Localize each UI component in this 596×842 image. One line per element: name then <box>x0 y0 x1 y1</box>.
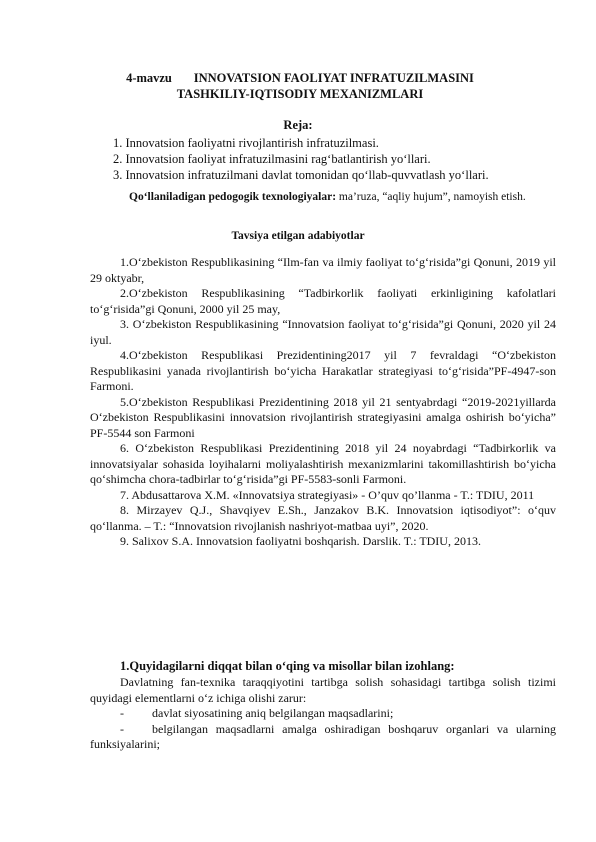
literature-item: 1.O‘zbekiston Respublikasining “Ilm-fan va ilmiy faoliyat to‘g‘risida”gi Qonuni, 2019 yil 29 oktyabr, <box>90 255 556 285</box>
literature-item: 2.O‘zbekiston Respublikasining “Tadbirkorlik faoliyati erkinligining kafolatlari to‘g‘risida”gi Qonuni, 2000 yil 25 may, <box>90 286 556 316</box>
section-intro: Davlatning fan-texnika taraqqiyotini tartibga solish sohasidagi tartibga solish tizimi quyidagi elementlarni o‘z ichiga olishi zarur: <box>90 675 556 705</box>
bullet-text: davlat siyosatining aniq belgilangan maqsadlarini; <box>152 706 394 720</box>
bullet-item <box>90 706 556 722</box>
topic-title-text-1: INNOVATSION FAOLIYAT INFRATUZILMASINI <box>193 71 474 85</box>
literature-item: 9. Salixov S.A. Innovatsion faoliyatni boshqarish. Darslik. T.: TDIU, 2013. <box>120 534 481 548</box>
plan-heading: Reja: <box>283 118 313 132</box>
pedagogical-text: ma’ruza, “aqliy hujum”, namoyish etish. <box>336 191 526 203</box>
topic-title-line1 <box>75 70 525 86</box>
literature-item: 6. O‘zbekiston Respublikasi Prezidentining 2018 yil 24 noyabrdagi “Tadbirkorlik va innovatsiyalar sohasida loyihalarni moliyalashtirish mexanizmlarini takomillashtirish bo‘yicha qo‘shimcha chora-tadbirlar to‘g‘risida”gi PF-5583-sonli Farmoni. <box>90 441 556 486</box>
literature-item: 3. O‘zbekiston Respublikasining “Innovatsion faoliyat to‘g‘risida”gi Qonuni, 2020 yil 24 iyul. <box>90 317 556 347</box>
topic-title-line2: TASHKILIY-IQTISODIY MEXANIZMLARI <box>176 87 424 101</box>
bullet-text: belgilangan maqsadlarni amalga oshiradigan boshqaruv organlari va ularning funksiyalarini; <box>90 721 556 751</box>
pedagogical-label: Qo‘llaniladigan pedogogik texnologiyalar: <box>129 191 337 203</box>
plan-item: 3. Innovatsion infratuzilmani davlat tomonidan qo‘llab-quvvatlash yo‘llari. <box>113 168 489 182</box>
section-heading: 1.Quyidagilarni diqqat bilan o‘qing va misollar bilan izohlang: <box>120 659 455 673</box>
bullet-item <box>90 722 556 753</box>
literature-list <box>90 255 556 550</box>
topic-title <box>75 70 525 102</box>
bullet-marker: - <box>120 721 124 736</box>
literature-item: 4.O‘zbekiston Respublikasi Prezidentining2017 yil 7 fevraldagi “O‘zbekiston Respublikasini yanada rivojlantirish bo‘yicha Harakatlar strategiyasi to‘g‘risida”PF-4947-son Farmoni. <box>90 348 556 393</box>
section-body <box>90 675 556 753</box>
plan-item: 1. Innovatsion faoliyatni rivojlantirish infratuzilmasi. <box>113 136 379 150</box>
topic-label: 4-mavzu <box>126 71 172 85</box>
plan-item: 2. Innovatsion faoliyat infratuzilmasini rag‘batlantirish yo‘llari. <box>113 152 431 166</box>
literature-item: 5.O‘zbekiston Respublikasi Prezidentining 2018 yil 21 sentyabrdagi “2019-2021yillarda O‘zbekiston Respublikasini innovatsion rivojlantirish strategiyasini amalga oshirish bo‘yicha” PF-5544 son Farmoni <box>90 394 556 440</box>
plan-list <box>113 135 573 183</box>
literature-heading: Tavsiya etilgan adabiyotlar <box>231 230 365 242</box>
literature-item: 7. Abdusattarova X.M. «Innovatsiya strategiyasi» - O’quv qo’llanma - T.: TDIU, 2011 <box>120 487 535 502</box>
literature-item: 8. Mirzayev Q.J., Shavqiyev E.Sh., Janzakov B.K. Innovatsion iqtisodiyot”: o‘quv qo‘llanma. – T.: “Innovatsion rivojlanish nashriyot-matbaa uyi”, 2020. <box>90 503 556 533</box>
bullet-marker: - <box>120 706 124 720</box>
pedagogical-technologies <box>95 190 555 205</box>
